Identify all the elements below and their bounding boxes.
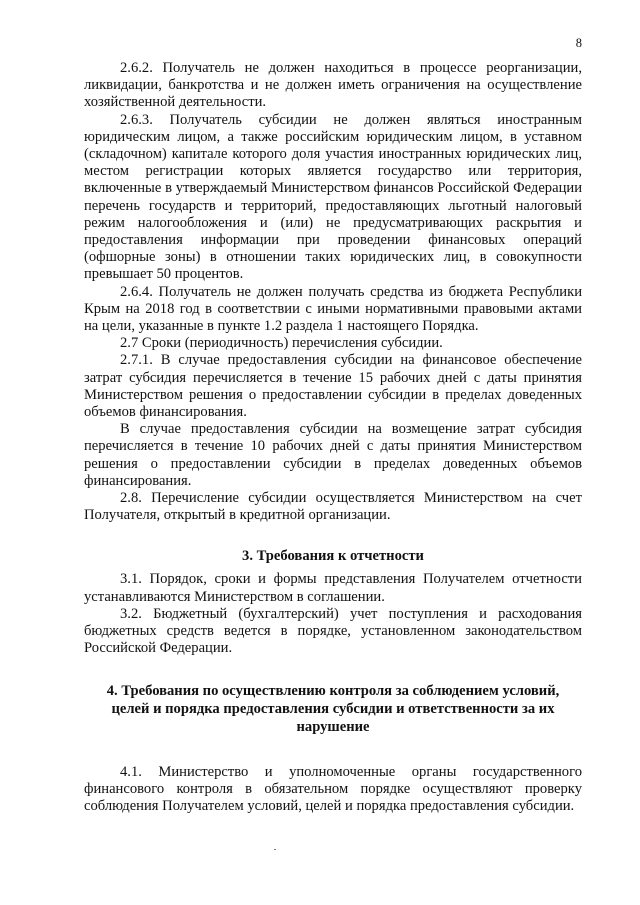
paragraph-3-1: 3.1. Порядок, сроки и формы представления Получателем отчетности устанавливаются Министерством в соглашении. [84,571,582,605]
paragraph-4-1: 4.1. Министерство и уполномоченные органы государственного финансового контроля в обязательном порядке осуществляют проверку соблюдения Получателем условий, целей и порядка предоставления субсидии. [84,763,582,814]
section-4-heading: 4. Требования по осуществлению контроля за соблюдением условий, целей и порядка предоставления субсидии и ответственности за их нарушение [106,682,560,735]
document-body [84,60,582,815]
paragraph-3-2: 3.2. Бюджетный (бухгалтерский) учет поступления и расходования бюджетных средств ведется в порядке, установленном законодательством Российской Федерации. [84,605,582,657]
paragraph-2-7-1-continued: В случае предоставления субсидии на возмещение затрат субсидия перечисляется в течение 10 рабочих дней с даты принятия Министерством решения о предоставлении субсидии в пределах доведенных объемов финансирования. [84,421,582,489]
paragraph-2-6-2: 2.6.2. Получатель не должен находиться в процессе реорганизации, ликвидации, банкротства и не должен иметь ограничения на осуществление хозяйственной деятельности. [84,60,582,111]
section-3-heading: 3. Требования к отчетности [242,548,424,565]
page-number: 8 [575,36,582,50]
paragraph-2-7-1: 2.7.1. В случае предоставления субсидии на финансовое обеспечение затрат субсидия перечисляется в течение 15 рабочих дней с даты принятия Министерством решения о предоставлении субсидии в пределах доведенных объемов финансирования. [84,352,582,421]
paragraph-2-6-3: 2.6.3. Получатель субсидии не должен являться иностранным юридическим лицом, а также российским юридическим лицом, в уставном (складочном) капитале которого доля участия иностранных юридических лиц, местом регистрации которых является государство или территория, включенные в утверждаемый Министерством финансов Российской Федерации перечень государств и территорий, предоставляющих льготный налоговый режим налогообложения и (или) не предусматривающих раскрытия и предоставления информации при проведении финансовых операций (офшорные зоны) в отношении таких юридических лиц, в совокупности превышает 50 процентов. [84,111,582,283]
scan-dot [274,849,276,850]
paragraph-2-7: 2.7 Сроки (периодичность) перечисления субсидии. [120,335,443,352]
paragraph-2-8: 2.8. Перечисление субсидии осуществляется Министерством на счет Получателя, открытый в кредитной организации. [84,490,582,524]
paragraph-2-6-4: 2.6.4. Получатель не должен получать средства из бюджета Республики Крым на 2018 год в соответствии с иными нормативными правовыми актами на цели, указанные в пункте 1.2 раздела 1 настоящего Порядка. [84,283,582,335]
